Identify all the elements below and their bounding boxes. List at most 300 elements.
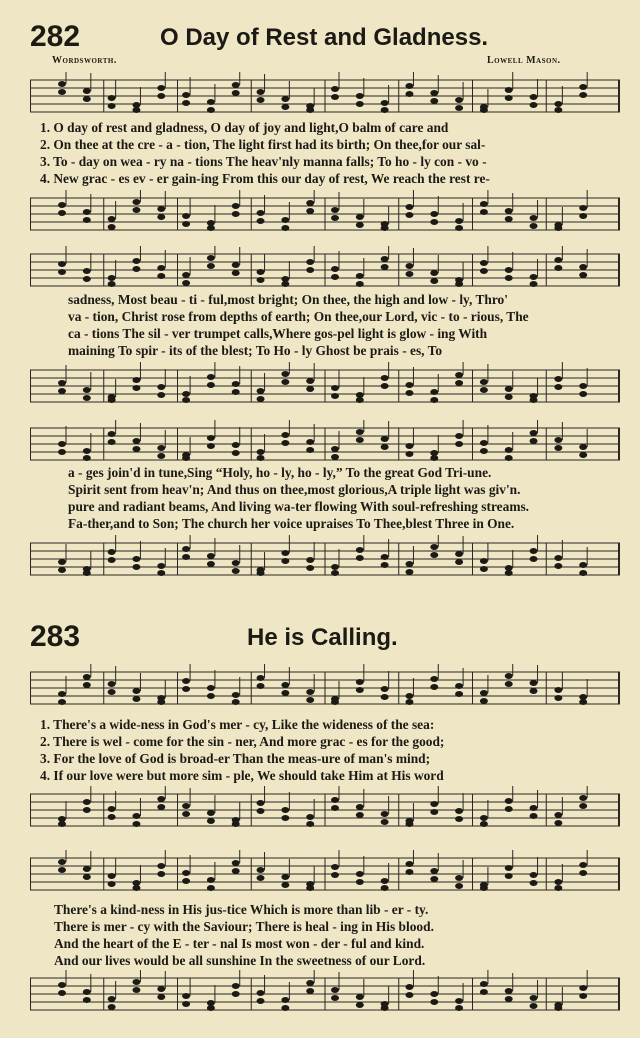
note-head (480, 379, 488, 385)
note-head (83, 395, 91, 401)
note-head (405, 861, 413, 867)
note-head (132, 987, 140, 993)
note-head (455, 1005, 463, 1011)
note-head (430, 455, 438, 461)
note-head (207, 693, 215, 699)
lyrics-block (40, 119, 620, 187)
note-head (554, 879, 562, 885)
lyric-line: 2. On thee at the cre - a - tion, The light first had its birth; On thee,for our sal- (40, 137, 486, 152)
note-head (579, 795, 587, 801)
note-head (554, 555, 562, 561)
note-head (554, 257, 562, 263)
note-head (281, 882, 289, 888)
note-head (331, 385, 339, 391)
note-head (579, 92, 587, 98)
note-head (281, 690, 289, 696)
note-head (182, 678, 190, 684)
note-head (207, 810, 215, 816)
note-head (157, 206, 165, 212)
hymn-title: He is Calling. (247, 624, 398, 651)
note-head (257, 269, 265, 275)
note-head (530, 995, 538, 1001)
note-head (505, 394, 513, 400)
note-head (281, 440, 289, 446)
note-head (356, 555, 364, 561)
note-head (505, 996, 513, 1002)
note-head (554, 101, 562, 107)
note-head (257, 990, 265, 996)
note-head (157, 392, 165, 398)
note-head (554, 376, 562, 382)
note-head (232, 389, 240, 395)
note-head (281, 371, 289, 377)
note-head (579, 272, 587, 278)
note-head (381, 1005, 389, 1011)
lyric-line: va - tion, Christ rose from depths of earth; On thee,our Lord, vic - to - rious, The (68, 309, 529, 324)
treble-staff (30, 664, 620, 712)
note-head (83, 387, 91, 393)
note-head (108, 103, 116, 109)
note-head (58, 867, 66, 873)
note-head (505, 806, 513, 812)
note-head (381, 811, 389, 817)
note-head (430, 868, 438, 874)
hymn-number: 282 (30, 20, 81, 53)
note-head (281, 379, 289, 385)
treble-staff (30, 246, 620, 294)
note-head (58, 210, 66, 216)
note-head (232, 868, 240, 874)
note-head (579, 452, 587, 458)
note-head (83, 455, 91, 461)
lyric-line: 4. If our love were but more sim - ple, We should take Him at His word (40, 768, 444, 783)
note-head (306, 439, 314, 445)
note-head (83, 807, 91, 813)
note-head (132, 438, 140, 444)
note-head (530, 438, 538, 444)
note-head (430, 90, 438, 96)
note-head (455, 875, 463, 881)
note-head (306, 208, 314, 214)
treble-staff (30, 850, 620, 898)
note-head (232, 381, 240, 387)
note-head (505, 216, 513, 222)
note-head (306, 689, 314, 695)
note-head (83, 989, 91, 995)
note-head (356, 437, 364, 443)
note-head (58, 859, 66, 865)
note-head (182, 686, 190, 692)
note-head (232, 211, 240, 217)
note-head (306, 107, 314, 113)
note-head (430, 552, 438, 558)
note-head (132, 258, 140, 264)
note-head (356, 879, 364, 885)
note-head (480, 698, 488, 704)
note-head (356, 679, 364, 685)
note-head (381, 100, 389, 106)
note-head (207, 225, 215, 231)
note-head (480, 448, 488, 454)
lyric-line: There's a kind-ness in His jus-tice Which is more than lib - er - ty. (54, 902, 429, 917)
note-head (257, 97, 265, 103)
note-head (430, 389, 438, 395)
note-head (306, 378, 314, 384)
note-head (108, 689, 116, 695)
note-head (530, 215, 538, 221)
lyric-line: And our lives would be all sunshine In the sweetness of our Lord. (54, 953, 426, 968)
note-head (182, 397, 190, 403)
note-head (257, 218, 265, 224)
lyric-line: Spirit sent from heav'n; And thus on thee,most glorious,A triple light was giv'n. (68, 482, 521, 497)
note-head (579, 870, 587, 876)
note-head (381, 436, 389, 442)
note-head (505, 873, 513, 879)
note-head (182, 272, 190, 278)
note-head (505, 95, 513, 101)
note-head (132, 813, 140, 819)
note-head (356, 547, 364, 553)
note-head (132, 821, 140, 827)
note-head (108, 431, 116, 437)
note-head (157, 273, 165, 279)
note-head (554, 695, 562, 701)
lyric-line: maining To spir - its of the blest; To Ho - ly Ghost be prais - es, To (68, 343, 443, 358)
note-head (331, 446, 339, 452)
note-head (405, 271, 413, 277)
note-head (257, 875, 265, 881)
note-head (281, 217, 289, 223)
note-head (505, 865, 513, 871)
note-head (331, 864, 339, 870)
note-head (157, 214, 165, 220)
note-head (430, 676, 438, 682)
note-head (505, 988, 513, 994)
note-head (257, 396, 265, 402)
note-head (381, 225, 389, 231)
note-head (430, 801, 438, 807)
note-head (157, 570, 165, 576)
lyrics-block (40, 901, 620, 969)
note-head (207, 374, 215, 380)
note-head (232, 860, 240, 866)
lyrics-block (40, 464, 620, 532)
hymn-title: O Day of Rest and Gladness. (160, 24, 489, 51)
note-head (157, 453, 165, 459)
note-head (554, 437, 562, 443)
note-head (257, 277, 265, 283)
note-head (530, 94, 538, 100)
note-head (306, 565, 314, 571)
note-head (579, 803, 587, 809)
note-head (182, 546, 190, 552)
note-head (157, 871, 165, 877)
note-head (232, 270, 240, 276)
note-head (132, 107, 140, 113)
note-head (132, 377, 140, 383)
note-head (554, 687, 562, 693)
note-head (405, 693, 413, 699)
note-head (58, 982, 66, 988)
note-head (331, 872, 339, 878)
note-head (306, 267, 314, 273)
note-head (157, 445, 165, 451)
note-head (58, 691, 66, 697)
note-head (480, 558, 488, 564)
note-head (405, 390, 413, 396)
note-head (157, 93, 165, 99)
note-head (207, 443, 215, 449)
note-head (182, 554, 190, 560)
note-head (381, 444, 389, 450)
lyrics-block (40, 716, 620, 784)
note-head (455, 105, 463, 111)
note-head (281, 997, 289, 1003)
note-head (381, 694, 389, 700)
note-head (530, 223, 538, 229)
note-head (108, 216, 116, 222)
note-head (356, 281, 364, 287)
note-head (579, 264, 587, 270)
note-head (381, 562, 389, 568)
bass-staff (30, 970, 620, 1018)
note-head (331, 699, 339, 705)
note-head (430, 544, 438, 550)
note-head (232, 90, 240, 96)
note-head (430, 98, 438, 104)
note-head (257, 867, 265, 873)
note-head (530, 548, 538, 554)
note-head (356, 804, 364, 810)
note-head (83, 799, 91, 805)
note-head (132, 446, 140, 452)
note-head (430, 278, 438, 284)
note-head (455, 559, 463, 565)
note-head (356, 871, 364, 877)
note-head (108, 397, 116, 403)
note-head (455, 97, 463, 103)
lyric-line: And the heart of the E - ter - nal Is most won - der - ful and kind. (54, 936, 425, 951)
note-head (405, 451, 413, 457)
note-head (281, 96, 289, 102)
note-head (108, 224, 116, 230)
note-head (430, 219, 438, 225)
note-head (405, 382, 413, 388)
note-head (157, 563, 165, 569)
note-head (207, 1005, 215, 1011)
note-head (207, 435, 215, 441)
note-head (579, 985, 587, 991)
note-head (157, 265, 165, 271)
note-head (356, 812, 364, 818)
note-head (207, 818, 215, 824)
note-head (232, 821, 240, 827)
note-head (530, 872, 538, 878)
note-head (356, 273, 364, 279)
note-head (331, 564, 339, 570)
note-head (505, 447, 513, 453)
note-head (480, 566, 488, 572)
note-head (530, 1003, 538, 1009)
note-head (232, 699, 240, 705)
note-head (530, 274, 538, 280)
note-head (381, 885, 389, 891)
note-head (306, 885, 314, 891)
note-head (405, 569, 413, 575)
note-head (232, 262, 240, 268)
note-head (356, 93, 364, 99)
note-head (182, 455, 190, 461)
note-head (182, 221, 190, 227)
note-head (381, 686, 389, 692)
note-head (132, 556, 140, 562)
note-head (579, 562, 587, 568)
note-head (405, 699, 413, 705)
note-head (455, 691, 463, 697)
note-head (331, 86, 339, 92)
note-head (207, 553, 215, 559)
note-head (58, 821, 66, 827)
note-head (331, 393, 339, 399)
note-head (430, 809, 438, 815)
note-head (430, 684, 438, 690)
note-head (132, 199, 140, 205)
note-head (579, 699, 587, 705)
note-head (480, 209, 488, 215)
note-head (530, 688, 538, 694)
note-head (480, 260, 488, 266)
note-head (132, 564, 140, 570)
note-head (232, 442, 240, 448)
note-head (281, 104, 289, 110)
note-head (405, 443, 413, 449)
note-head (480, 885, 488, 891)
note-head (480, 440, 488, 446)
note-head (331, 215, 339, 221)
note-head (207, 885, 215, 891)
note-head (430, 999, 438, 1005)
note-head (430, 397, 438, 403)
note-head (554, 265, 562, 271)
note-head (281, 874, 289, 880)
note-head (356, 101, 364, 107)
bass-staff (30, 362, 620, 410)
note-head (257, 455, 265, 461)
note-head (480, 821, 488, 827)
note-head (257, 570, 265, 576)
note-head (480, 989, 488, 995)
note-head (182, 878, 190, 884)
note-head (381, 554, 389, 560)
note-head (83, 682, 91, 688)
note-head (306, 697, 314, 703)
note-head (157, 994, 165, 1000)
note-head (132, 885, 140, 891)
note-head (505, 673, 513, 679)
note-head (257, 808, 265, 814)
note-head (108, 557, 116, 563)
note-head (58, 449, 66, 455)
note-head (182, 280, 190, 286)
note-head (83, 874, 91, 880)
note-head (58, 380, 66, 386)
note-head (480, 981, 488, 987)
note-head (108, 95, 116, 101)
note-head (83, 448, 91, 454)
note-head (108, 881, 116, 887)
note-head (58, 388, 66, 394)
note-head (306, 447, 314, 453)
note-head (579, 84, 587, 90)
note-head (281, 682, 289, 688)
note-head (356, 222, 364, 228)
note-head (108, 1004, 116, 1010)
note-head (331, 454, 339, 460)
note-head (83, 866, 91, 872)
note-head (530, 880, 538, 886)
lyric-line: pure and radiant beams, And living wa-ter flowing With soul-refreshing streams. (68, 499, 530, 514)
note-head (58, 567, 66, 573)
note-head (530, 281, 538, 287)
lyric-line: 3. For the love of God is broad-er Than the meas-ure of man's mind; (40, 751, 431, 766)
note-head (281, 225, 289, 231)
note-head (505, 570, 513, 576)
note-head (505, 386, 513, 392)
note-head (281, 815, 289, 821)
note-head (505, 267, 513, 273)
note-head (331, 805, 339, 811)
note-head (331, 797, 339, 803)
note-head (480, 201, 488, 207)
note-head (430, 991, 438, 997)
note-head (232, 82, 240, 88)
note-head (257, 449, 265, 455)
note-head (306, 814, 314, 820)
note-head (232, 560, 240, 566)
note-head (356, 214, 364, 220)
note-head (257, 89, 265, 95)
note-head (157, 384, 165, 390)
note-head (182, 391, 190, 397)
note-head (257, 998, 265, 1004)
note-head (530, 397, 538, 403)
note-head (480, 387, 488, 393)
note-head (405, 561, 413, 567)
note-head (530, 430, 538, 436)
note-head (455, 551, 463, 557)
note-head (257, 683, 265, 689)
note-head (108, 681, 116, 687)
note-head (331, 266, 339, 272)
note-head (505, 455, 513, 461)
note-head (430, 876, 438, 882)
note-head (58, 559, 66, 565)
note-head (331, 995, 339, 1001)
note-head (455, 380, 463, 386)
note-head (455, 998, 463, 1004)
treble-staff (30, 72, 620, 120)
note-head (430, 211, 438, 217)
note-head (108, 996, 116, 1002)
note-head (281, 432, 289, 438)
note-head (182, 870, 190, 876)
note-head (132, 688, 140, 694)
note-head (455, 808, 463, 814)
note-head (108, 439, 116, 445)
note-head (381, 383, 389, 389)
note-head (83, 674, 91, 680)
note-head (455, 883, 463, 889)
